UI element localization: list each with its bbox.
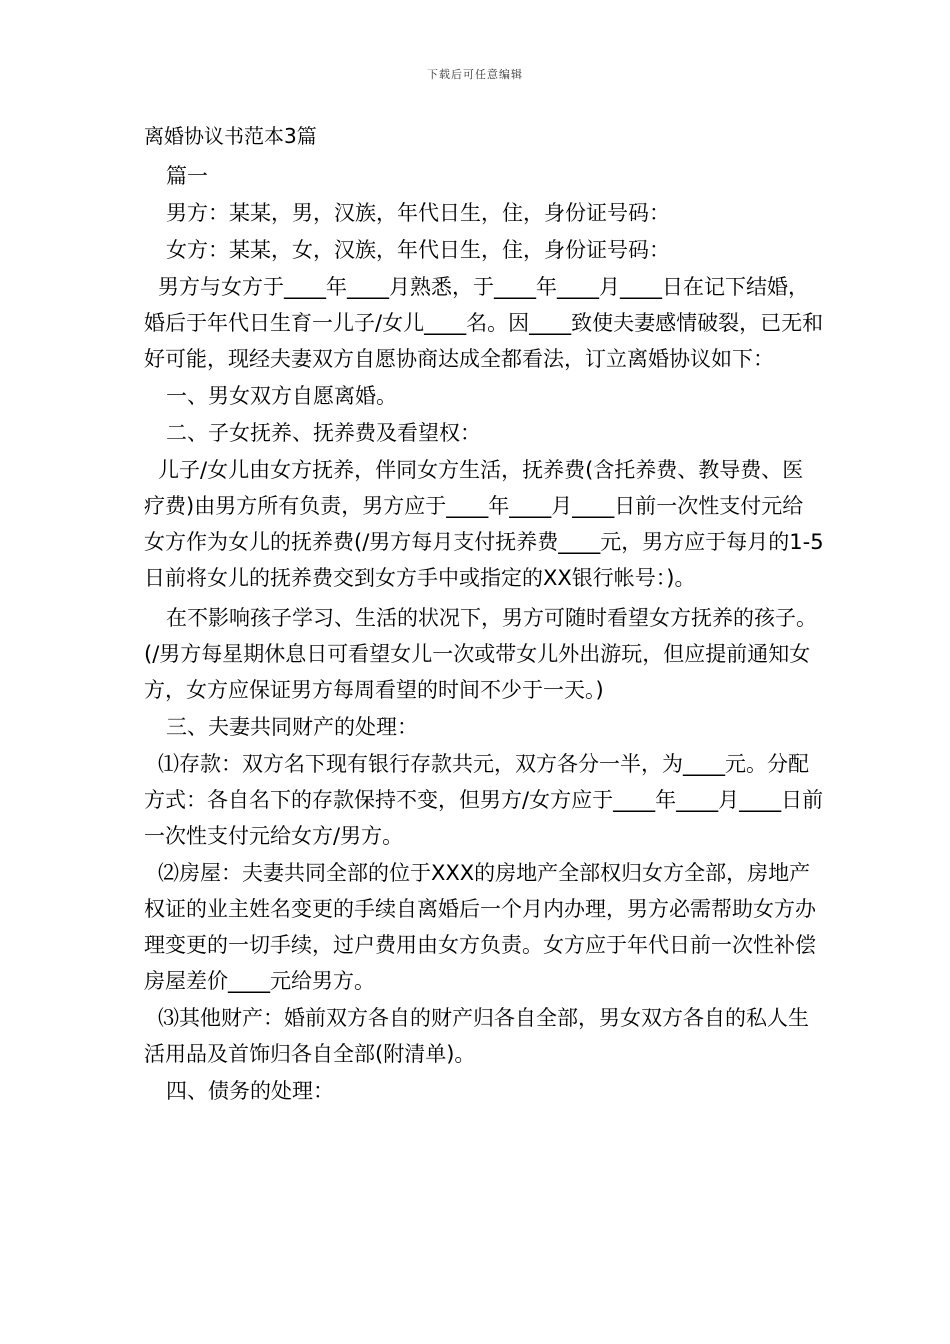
paragraph-male-party: 男方：某某，男，汉族，年代日生，住，身份证号码： xyxy=(166,201,670,225)
clause-3-savings: ⑴存款：双方名下现有银行存款共元，双方各分一半，为____元。分配方式：各自名下的存款保持不变，但男方/女方应于____年____月____日前一次性支付元给女方/男方。 xyxy=(144,752,824,848)
clause-1: 一、男女双方自愿离婚。 xyxy=(166,384,397,408)
clause-2-visitation: 在不影响孩子学习、生活的状况下，男方可随时看望女方抚养的孩子。(/男方每星期休息日可看望女儿一次或带女儿外出游玩，但应提前通知女方，女方应保证男方每周看望的时间不少于一天。) xyxy=(144,606,817,702)
header-note: 下载后可任意编辑 xyxy=(427,68,523,81)
clause-2-heading: 二、子女抚养、抚养费及看望权： xyxy=(166,421,481,445)
document-body xyxy=(144,118,824,1110)
paragraph-female-party: 女方：某某，女，汉族，年代日生，住，身份证号码： xyxy=(166,238,670,262)
clause-3-other-property: ⑶其他财产：婚前双方各自的财产归各自全部，男女双方各自的私人生活用品及首饰归各自全部(附清单)。 xyxy=(144,1006,809,1066)
clause-3-house: ⑵房屋：夫妻共同全部的位于XXX的房地产全部权归女方全部，房地产权证的业主姓名变更的手续自离婚后一个月内办理，男方必需帮助女方办理变更的一切手续，过户费用由女方负责。女方应于年代日前一次性补偿房屋差价____元给男方。 xyxy=(144,861,816,993)
clause-2-custody: 儿子/女儿由女方抚养，伴同女方生活，抚养费(含托养费、教导费、医疗费)由男方所有负责，男方应于____年____月____日前一次性支付元给女方作为女儿的抚养费(/男方每月支付抚养费____元，男方应于每月的1-5日前将女儿的抚养费交到女方手中或指定的XX银行帐号：)。 xyxy=(144,458,824,590)
clause-3-heading: 三、夫妻共同财产的处理： xyxy=(166,715,418,739)
paragraph-background: 男方与女方于____年____月熟悉，于____年____月____日在记下结婚，婚后于年代日生育一儿子/女儿____名。因____致使夫妻感情破裂，已无和好可能，现经夫妻双方自愿协商达成全都看法，订立离婚协议如下： xyxy=(144,275,824,371)
clause-4-heading: 四、债务的处理： xyxy=(166,1079,334,1103)
document-title: 离婚协议书范本3篇 xyxy=(144,124,317,148)
section-label: 篇一 xyxy=(166,164,208,188)
